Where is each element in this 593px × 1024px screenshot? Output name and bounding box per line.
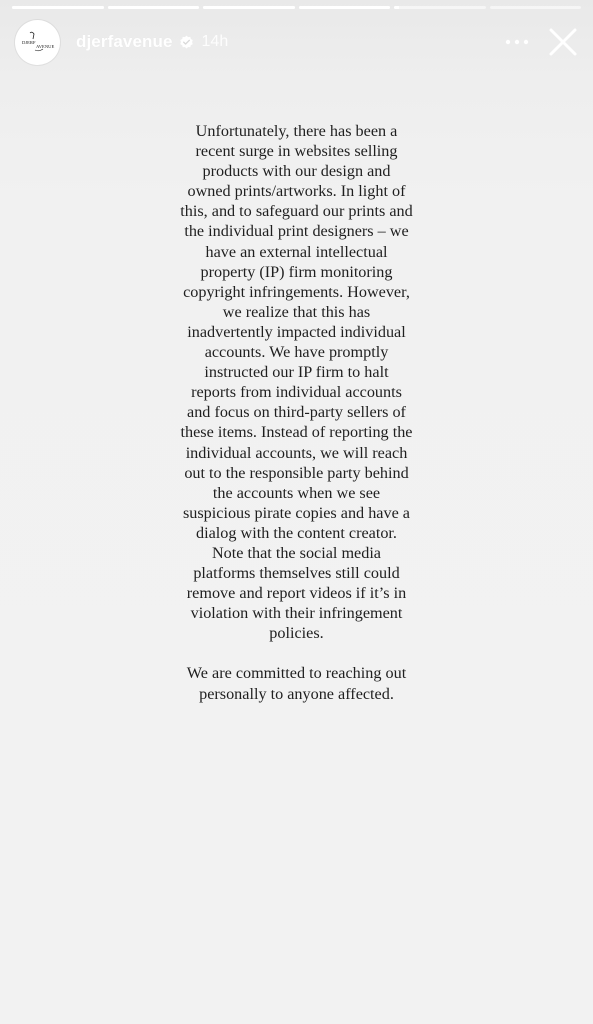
djerfavenue-logo-icon — [21, 31, 55, 53]
svg-text:DJERF: DJERF — [21, 40, 36, 45]
message-paragraph: Unfortunately, there has been a recent surge in websites selling products with our design and owned prints/artworks. In light of this, and to safeguard our prints and the individual print designers – we have an external intellectual property (IP) firm monitoring copyright infringements. However, we realize that this has inadvertently impacted individual accounts. We have promptly instructed our IP firm to halt reports from individual accounts and focus on third-party sellers of these items. Instead of reporting the individual accounts, we will reach out to the responsible party behind the accounts when we see suspicious pirate copies and have a dialog with the content creator. Note that the social media platforms themselves still could remove and report videos if it’s in violation with their infringement policies. — [180, 122, 413, 643]
progress-segment — [108, 6, 200, 9]
story-text — [180, 121, 413, 704]
progress-segment — [12, 6, 104, 9]
progress-segment — [490, 6, 582, 9]
svg-text:AVENUE: AVENUE — [35, 44, 54, 49]
post-time: 14h — [201, 33, 229, 50]
more-horizontal-icon — [505, 39, 529, 45]
story-header — [15, 17, 583, 67]
more-options-button[interactable] — [497, 22, 537, 62]
close-button[interactable] — [543, 22, 583, 62]
close-icon — [549, 28, 577, 56]
verified-badge-icon — [179, 35, 194, 50]
story-progress-bar — [12, 6, 581, 9]
progress-segment — [299, 6, 391, 9]
message-paragraph: We are committed to reaching out personally to anyone affected. — [186, 664, 407, 703]
progress-segment — [394, 6, 486, 9]
username[interactable]: djerfavenue — [76, 32, 173, 51]
progress-segment — [203, 6, 295, 9]
avatar[interactable] — [15, 20, 60, 65]
